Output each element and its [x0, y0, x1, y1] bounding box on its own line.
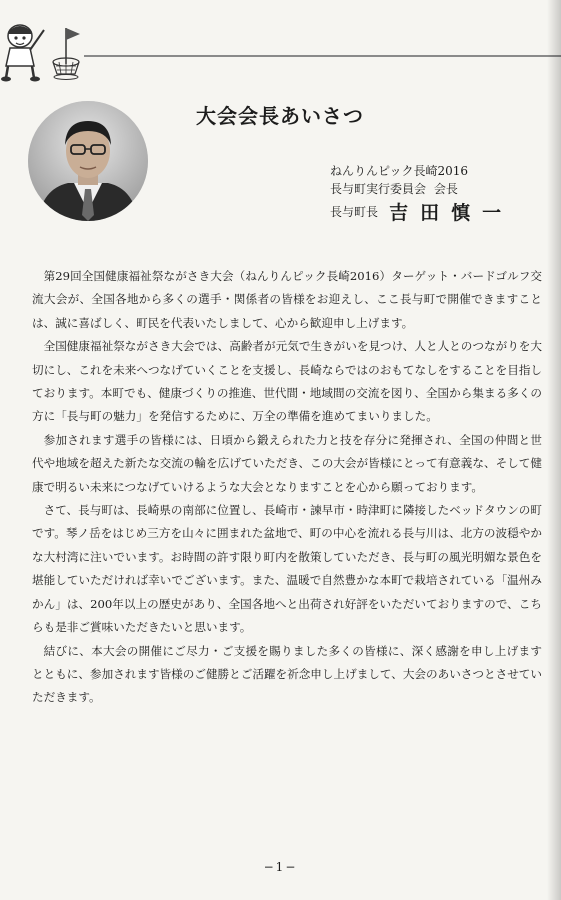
event-name: ねんりんピック長崎2016	[330, 164, 469, 178]
page-number: −1−	[263, 860, 298, 874]
signatory-name: 吉田慎一	[389, 202, 514, 224]
committee-title: 会長	[433, 182, 458, 196]
body-paragraph: 参加されます選手の皆様には、日頃から鍛えられた力と技を存分に発揮され、全国の仲間と世代や地域を超えた新たな交流の輪を広げていただき、この大会が皆様にとって有意義な、そして健康で明るい未来につなげていけるような大会となりますことを心から願っております。	[32, 432, 542, 494]
greeting-body	[32, 265, 542, 710]
body-paragraph: 全国健康福祉祭ながさき大会では、高齢者が元気で生きがいを見つけ、人と人とのつながりを大切にし、これを未来へつなげていくことを支援し、長崎ならではのおもてなしをすることを目指しております。本町でも、健康づくりの推進、世代間・地域間の交流を図り、全国から集まる多くの方に「長与町の魅力」を発信するために、万全の準備を進めてまいりました。	[32, 339, 543, 424]
page-edge-shadow	[547, 0, 561, 900]
committee-name: 長与町実行委員会	[330, 182, 427, 196]
golf-flag-basket-icon	[48, 24, 86, 80]
mayor-label: 長与町長	[330, 205, 379, 219]
golfer-mascot-icon	[0, 20, 48, 82]
header-rule	[84, 55, 561, 57]
committee-role	[330, 180, 462, 197]
body-paragraph: 第29回全国健康福祉祭ながさき大会（ねんりんピック長崎2016）ターゲット・バードゴルフ交流大会が、全国各地から多くの選手・関係者の皆様をお迎えし、ここ長与町で開催できますことは、誠に喜ばしく、町民を代表いたしまして、心から歓迎申し上げます。	[32, 269, 542, 330]
page-title: 大会会長あいさつ	[196, 104, 364, 128]
portrait-photo	[28, 101, 148, 221]
signatory	[330, 198, 513, 225]
body-paragraph: 結びに、本大会の開催にご尽力・ご支援を賜りました多くの皆様に、深く感謝を申し上げますとともに、参加されます皆様のご健勝とご活躍を祈念申し上げまして、大会のあいさつとさせていただきます。	[32, 643, 542, 705]
body-paragraph: さて、長与町は、長崎県の南部に位置し、長崎市・諫早市・時津町に隣接したベッドタウンの町です。琴ノ岳をはじめ三方を山々に囲まれた盆地で、町の中心を流れる長与川は、北方の波穏やかな大村湾に注いでいます。お時間の許す限り町内を散策していただき、長与町の風光明媚な景色を堪能していただければ幸いでございます。また、温暖で自然豊かな本町で栽培されている「温州みかん」は、200年以上の歴史があり、全国各地へと出荷され好評をいただいておりますので、こちらも是非ご賞味いただきたいと思います。	[32, 503, 542, 635]
